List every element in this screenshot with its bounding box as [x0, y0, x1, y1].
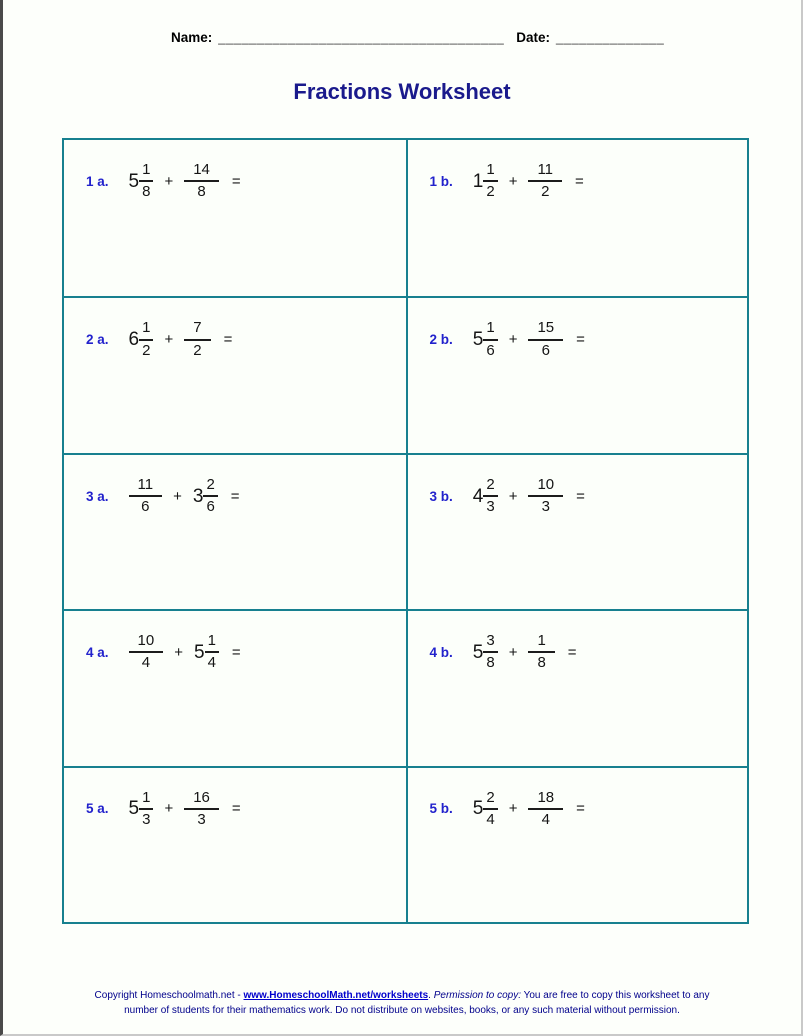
problem-expression: [473, 318, 585, 361]
fraction-numerator: 2: [486, 475, 495, 493]
fraction-denominator: 6: [541, 341, 550, 359]
problem-cell-1b: [406, 140, 748, 296]
problem-expression: [129, 160, 241, 203]
fraction: [528, 160, 562, 203]
equals-sign: =: [231, 643, 241, 661]
fraction-denominator: 8: [197, 183, 206, 201]
whole-number: 5: [472, 329, 484, 351]
permission-label: Permission to copy:: [433, 990, 521, 1001]
fraction: [483, 318, 497, 361]
term: [194, 631, 219, 674]
fraction-numerator: 14: [193, 161, 210, 178]
plus-operator: +: [508, 487, 518, 505]
fraction: [139, 318, 153, 361]
equals-sign: =: [576, 331, 585, 349]
term: [129, 475, 163, 518]
fraction-numerator: 2: [486, 788, 495, 806]
equals-sign: =: [567, 643, 577, 661]
fraction-numerator: 18: [537, 788, 555, 806]
problem-cell-3b: [406, 453, 748, 609]
page-title: Fractions Worksheet: [293, 79, 511, 104]
term: [473, 160, 498, 203]
fraction-denominator: 4: [541, 810, 550, 828]
problem-expression: [129, 788, 241, 831]
fraction: [205, 631, 219, 674]
fraction: [528, 475, 563, 518]
whole-number: 5: [472, 798, 484, 820]
problem-cell-2a: [64, 296, 406, 452]
problem-expression: [473, 631, 577, 674]
fraction: [129, 475, 163, 518]
fraction-numerator: 10: [137, 632, 155, 650]
fraction-numerator: 1: [537, 632, 546, 650]
fraction-denominator: 4: [207, 654, 216, 672]
fraction-numerator: 1: [142, 319, 151, 337]
problem-label: 3 a.: [86, 488, 109, 504]
fraction: [483, 631, 497, 674]
after-link-text: .: [428, 990, 434, 1001]
fraction-denominator: 6: [141, 498, 150, 516]
plus-operator: +: [508, 800, 518, 818]
fraction-numerator: 2: [206, 475, 215, 493]
term: [528, 788, 563, 831]
equals-sign: =: [576, 487, 585, 505]
worksheets-link[interactable]: www.HomeschoolMath.net/worksheets: [243, 990, 429, 1001]
fraction: [184, 318, 210, 361]
problem-cell-5a: [64, 766, 406, 922]
header-row: [3, 0, 801, 45]
problem-label: 4 a.: [86, 644, 109, 660]
equals-sign: =: [223, 331, 233, 349]
fraction-numerator: 1: [486, 161, 495, 178]
fraction-denominator: 6: [206, 498, 215, 516]
copyright-footer: [3, 988, 801, 1018]
fraction-denominator: 8: [142, 183, 151, 201]
fraction-denominator: 3: [486, 498, 495, 516]
problem-label: 5 b.: [429, 801, 453, 817]
fraction-denominator: 3: [142, 810, 151, 828]
equals-sign: =: [231, 172, 241, 190]
whole-number: 6: [128, 329, 140, 351]
problem-label: 4 b.: [429, 644, 453, 660]
term: [528, 475, 563, 518]
problem-label: 1 a.: [86, 173, 109, 189]
fraction-numerator: 7: [193, 319, 202, 337]
fraction-numerator: 1: [486, 319, 495, 337]
fraction: [184, 160, 219, 203]
plus-operator: +: [508, 643, 518, 661]
copyright-text: Copyright Homeschoolmath.net -: [94, 990, 244, 1001]
fraction: [203, 475, 217, 518]
term: [184, 318, 210, 361]
date-blank-line: ______________: [556, 30, 665, 45]
term: [528, 318, 563, 361]
plus-operator: +: [174, 643, 183, 661]
term: [184, 160, 219, 203]
fraction-numerator: 16: [193, 788, 210, 806]
problem-label: 2 a.: [86, 332, 109, 348]
equals-sign: =: [230, 487, 240, 505]
fraction: [129, 631, 164, 674]
fraction-numerator: 11: [137, 475, 154, 493]
fraction: [139, 160, 153, 203]
fraction-denominator: 4: [141, 654, 151, 672]
problem-cell-4b: [406, 609, 748, 765]
fraction-numerator: 10: [537, 475, 555, 493]
plus-operator: +: [164, 331, 174, 349]
problem-expression: [473, 475, 585, 518]
term: [129, 631, 164, 674]
problems-grid: [62, 138, 749, 924]
fraction-numerator: 11: [537, 161, 554, 178]
fraction: [483, 160, 497, 203]
equals-sign: =: [576, 800, 585, 818]
term: [129, 318, 154, 361]
fraction-denominator: 6: [486, 341, 495, 359]
whole-number: 5: [193, 641, 205, 663]
problem-cell-1a: [64, 140, 406, 296]
plus-operator: +: [508, 172, 518, 190]
whole-number: 3: [192, 485, 204, 507]
fraction: [483, 788, 497, 831]
term: [528, 631, 554, 674]
fraction-denominator: 3: [541, 498, 550, 516]
term: [473, 631, 498, 674]
problem-expression: [473, 788, 585, 831]
whole-number: 5: [128, 170, 140, 192]
equals-sign: =: [231, 800, 241, 818]
problem-label: 3 b.: [429, 488, 453, 504]
fraction-numerator: 1: [207, 632, 216, 650]
fraction-denominator: 2: [193, 341, 202, 359]
problem-expression: [129, 318, 233, 361]
problem-cell-4a: [64, 609, 406, 765]
term: [129, 160, 154, 203]
permission-text: You are free to copy this worksheet to any number of students for their mathematics work. Do not distribute on websites, books, or any such material without permission.: [124, 990, 710, 1016]
problem-label: 1 b.: [429, 173, 453, 189]
fraction-denominator: 8: [537, 654, 546, 672]
plus-operator: +: [164, 800, 174, 818]
fraction: [528, 631, 554, 674]
fraction: [528, 318, 563, 361]
fraction-numerator: 1: [142, 161, 151, 178]
fraction: [184, 788, 219, 831]
term: [473, 788, 498, 831]
problem-expression: [129, 475, 240, 518]
whole-number: 4: [472, 485, 484, 507]
fraction: [139, 788, 153, 831]
fraction-denominator: 8: [486, 654, 495, 672]
fraction-numerator: 3: [486, 632, 495, 650]
problem-cell-5b: [406, 766, 748, 922]
plus-operator: +: [173, 487, 182, 505]
term: [184, 788, 219, 831]
fraction-denominator: 4: [486, 810, 495, 828]
fraction-denominator: 2: [486, 183, 495, 201]
term: [193, 475, 218, 518]
problem-cell-2b: [406, 296, 748, 452]
term: [528, 160, 562, 203]
whole-number: 5: [128, 798, 140, 820]
term: [473, 318, 498, 361]
fraction-numerator: 15: [537, 319, 555, 337]
date-label: Date:: [516, 30, 551, 45]
fraction-denominator: 2: [541, 183, 550, 201]
whole-number: 5: [472, 641, 484, 663]
problem-cell-3a: [64, 453, 406, 609]
fraction: [528, 788, 563, 831]
term: [129, 788, 154, 831]
problem-expression: [473, 160, 584, 203]
plus-operator: +: [508, 331, 518, 349]
fraction: [483, 475, 497, 518]
fraction-numerator: 1: [142, 788, 151, 806]
problem-label: 2 b.: [429, 332, 453, 348]
name-blank-line: _____________________________________: [218, 30, 505, 45]
equals-sign: =: [575, 172, 584, 190]
whole-number: 1: [472, 170, 484, 192]
plus-operator: +: [164, 172, 174, 190]
term: [473, 475, 498, 518]
fraction-denominator: 3: [197, 810, 206, 828]
name-label: Name:: [171, 30, 213, 45]
problem-label: 5 a.: [86, 801, 109, 817]
fraction-denominator: 2: [142, 341, 151, 359]
problem-expression: [129, 631, 241, 674]
